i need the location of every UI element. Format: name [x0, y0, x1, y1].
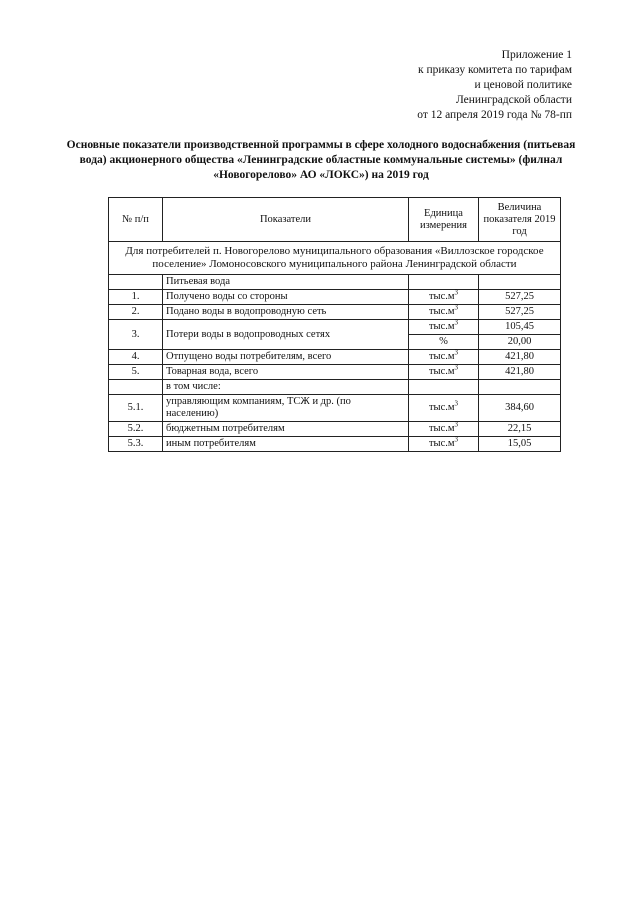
unit-exponent: 3 — [454, 363, 459, 372]
row-value: 20,00 — [479, 335, 561, 350]
indicators-table — [108, 197, 561, 452]
group-row — [109, 275, 561, 290]
table-row — [109, 437, 561, 452]
group-label: Питьевая вода — [163, 275, 409, 290]
row-value: 15,05 — [479, 437, 561, 452]
unit-exponent: 3 — [454, 318, 459, 327]
appendix-line: к приказу комитета по тарифам — [418, 64, 572, 76]
row-num: 3. — [109, 320, 163, 350]
row-value: 421,80 — [479, 350, 561, 365]
row-value: 22,15 — [479, 422, 561, 437]
appendix-line: Ленинградской области — [455, 94, 572, 106]
row-unit — [409, 395, 479, 422]
row-name: в том числе: — [163, 380, 409, 395]
row-num: 1. — [109, 290, 163, 305]
row-unit — [409, 320, 479, 335]
row-name: Отпущено воды потребителям, всего — [163, 350, 409, 365]
row-name: иным потребителям — [163, 437, 409, 452]
row-value: 105,45 — [479, 320, 561, 335]
row-unit: % — [409, 335, 479, 350]
header-num: № п/п — [109, 198, 163, 242]
header-indicator: Показатели — [163, 198, 409, 242]
row-name: Потери воды в водопроводных сетях — [163, 320, 409, 350]
row-num: 4. — [109, 350, 163, 365]
row-name: бюджетным потребителям — [163, 422, 409, 437]
appendix-line: от 12 апреля 2019 года № 78-пп — [417, 109, 572, 121]
row-unit — [409, 422, 479, 437]
table-row — [109, 422, 561, 437]
unit-exponent: 3 — [454, 435, 459, 444]
row-unit — [409, 380, 479, 395]
unit-text: тыс.м — [428, 351, 455, 362]
header-unit: Единица измерения — [409, 198, 479, 242]
row-num: 5.1. — [109, 395, 163, 422]
unit-exponent: 3 — [454, 288, 459, 297]
table-row — [109, 380, 561, 395]
table-row — [109, 305, 561, 320]
row-value: 527,25 — [479, 290, 561, 305]
unit-text: тыс.м — [428, 423, 455, 434]
appendix-block — [342, 48, 572, 123]
row-name: Товарная вода, всего — [163, 365, 409, 380]
table-row — [109, 350, 561, 365]
row-value: 384,60 — [479, 395, 561, 422]
cell-empty — [479, 275, 561, 290]
row-name: Подано воды в водопроводную сеть — [163, 305, 409, 320]
table-row — [109, 365, 561, 380]
appendix-line: и ценовой политике — [474, 79, 572, 91]
cell-empty — [409, 275, 479, 290]
header-value: Величина показателя 2019 год — [479, 198, 561, 242]
unit-exponent: 3 — [454, 348, 459, 357]
row-unit — [409, 305, 479, 320]
unit-exponent: 3 — [454, 420, 459, 429]
table-row — [109, 320, 561, 335]
table-row — [109, 290, 561, 305]
table-row — [109, 395, 561, 422]
row-unit — [409, 365, 479, 380]
section-label: Для потребителей п. Новогорелово муниципального образования «Виллозское городское поселение» Ломоносовского муниципального района Ленинградской области — [109, 242, 561, 275]
unit-text: тыс.м — [428, 306, 455, 317]
unit-text: тыс.м — [428, 402, 455, 413]
row-name: Получено воды со стороны — [163, 290, 409, 305]
unit-text: тыс.м — [428, 438, 455, 449]
unit-exponent: 3 — [454, 399, 459, 408]
row-num — [109, 380, 163, 395]
section-row — [109, 242, 561, 275]
row-num: 5.2. — [109, 422, 163, 437]
row-unit — [409, 290, 479, 305]
cell-empty — [109, 275, 163, 290]
row-value: 527,25 — [479, 305, 561, 320]
row-value: 421,80 — [479, 365, 561, 380]
table-header-row — [109, 198, 561, 242]
appendix-line: Приложение 1 — [501, 49, 572, 61]
row-num: 2. — [109, 305, 163, 320]
unit-text: тыс.м — [428, 366, 455, 377]
row-num: 5.3. — [109, 437, 163, 452]
row-unit — [409, 350, 479, 365]
row-unit — [409, 437, 479, 452]
row-num: 5. — [109, 365, 163, 380]
unit-text: тыс.м — [428, 321, 455, 332]
document-title: Основные показатели производственной программы в сфере холодного водоснабжения (питьевая вода) акционерного общества «Ленинградские областные коммунальные системы» (филнал «Новогорелово» АО «ЛОКС») на 2019 год — [66, 139, 576, 181]
row-value — [479, 380, 561, 395]
unit-text: тыс.м — [428, 291, 455, 302]
unit-exponent: 3 — [454, 303, 459, 312]
row-name: управляющим компаниям, ТСЖ и др. (по населению) — [163, 395, 409, 422]
